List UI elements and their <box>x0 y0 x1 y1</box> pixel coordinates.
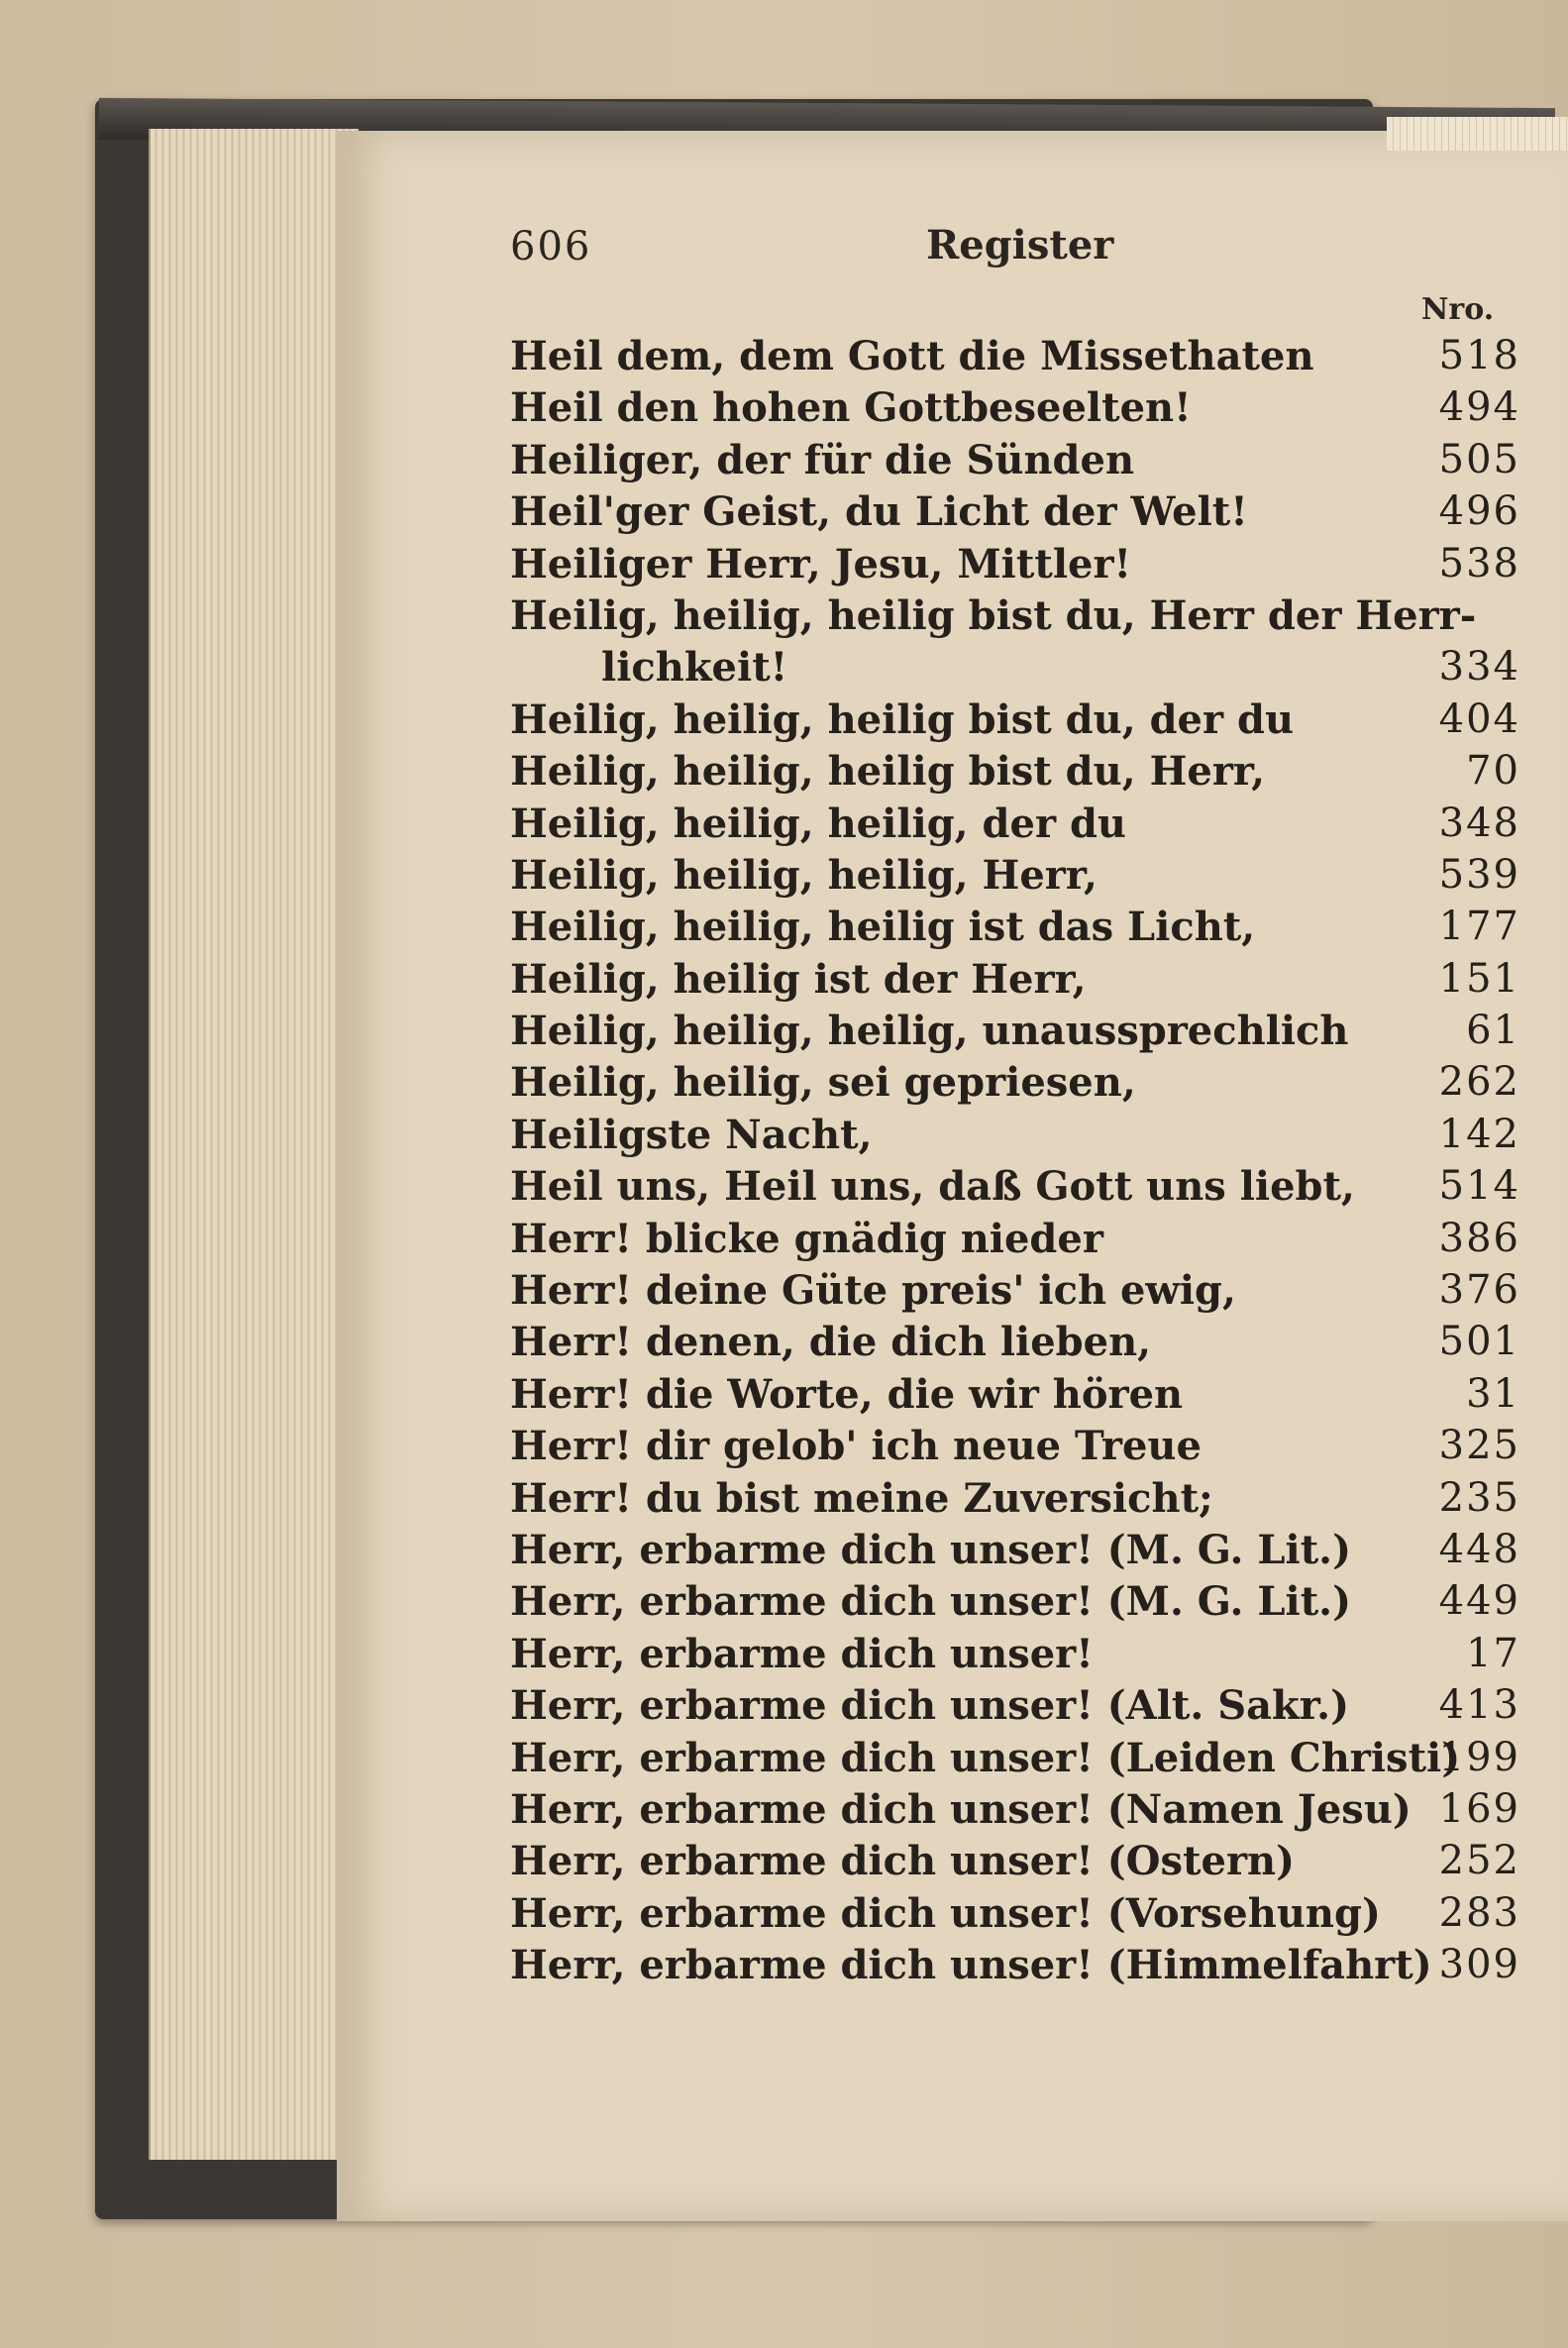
entry-number: 376 <box>1438 1267 1520 1314</box>
entry-title: Heiliger, der für die Sünden <box>510 436 1135 483</box>
register-entry <box>510 1678 1520 1730</box>
entry-title: Herr! du bist meine Zuversicht; <box>510 1474 1213 1522</box>
entry-title: Herr! dir gelob' ich neue Treue <box>510 1423 1202 1470</box>
entry-title: Heilig, heilig, heilig, Herr, <box>510 851 1098 899</box>
entry-title: Herr, erbarme dich unser! (Namen Jesu) <box>510 1785 1411 1833</box>
entry-title: Heiligste Nacht, <box>510 1111 873 1158</box>
entry-number: 61 <box>1466 1008 1520 1054</box>
register-entry <box>510 744 1520 796</box>
entry-title: Heilig, heilig ist der Herr, <box>510 955 1087 1003</box>
entry-number: 538 <box>1438 540 1520 587</box>
entry-title: Heiliger Herr, Jesu, Mittler! <box>510 540 1132 587</box>
entry-number: 449 <box>1438 1578 1520 1625</box>
entry-number: 309 <box>1438 1942 1520 1988</box>
register-entry <box>510 433 1520 484</box>
entry-number: 518 <box>1438 333 1520 378</box>
entry-number: 252 <box>1438 1838 1520 1884</box>
register-entry <box>510 329 1520 380</box>
entry-number: 283 <box>1438 1889 1520 1936</box>
register-entry <box>510 1471 1520 1523</box>
entry-number: 448 <box>1438 1526 1520 1572</box>
entry-title: Heilig, heilig, heilig bist du, Herr der Herr- <box>510 591 1477 639</box>
entry-title: Heilig, heilig, sei gepriesen, <box>510 1059 1136 1107</box>
entry-number: 17 <box>1466 1630 1520 1676</box>
entry-number: 404 <box>1438 695 1520 742</box>
register-entry <box>510 900 1520 951</box>
register-entry <box>510 952 1520 1004</box>
register-entries <box>510 329 1520 1990</box>
register-entry <box>510 1055 1520 1107</box>
entry-number: 31 <box>1466 1370 1520 1417</box>
register-entry <box>510 640 1520 692</box>
entry-title: Herr, erbarme dich unser! (Vorsehung) <box>510 1889 1381 1937</box>
register-entry <box>510 848 1520 900</box>
register-entry <box>510 1782 1520 1834</box>
register-entry <box>510 537 1520 588</box>
entry-title: Herr, erbarme dich unser! <box>510 1630 1094 1677</box>
entry-title: lichkeit! <box>601 644 788 692</box>
register-entry <box>510 1108 1520 1159</box>
register-entry <box>510 1627 1520 1678</box>
register-entry <box>510 1263 1520 1315</box>
register-entry <box>510 1523 1520 1574</box>
entry-title: Heilig, heilig, heilig, unaussprechlich <box>510 1008 1349 1055</box>
register-entry <box>510 1731 1520 1782</box>
column-heading-nro: Nro. <box>1421 292 1495 327</box>
entry-number: 539 <box>1438 851 1520 898</box>
entry-title: Herr! deine Güte preis' ich ewig, <box>510 1267 1236 1315</box>
register-entry <box>510 1834 1520 1885</box>
entry-number: 386 <box>1438 1215 1520 1261</box>
entry-number: 235 <box>1438 1474 1520 1521</box>
entry-number: 496 <box>1438 488 1520 535</box>
entry-number: 151 <box>1438 955 1520 1002</box>
entry-number: 413 <box>1438 1682 1520 1729</box>
entry-number: 514 <box>1438 1163 1520 1210</box>
register-entry <box>510 1367 1520 1419</box>
entry-number: 325 <box>1438 1423 1520 1469</box>
entry-number: 501 <box>1438 1319 1520 1365</box>
entry-number: 262 <box>1438 1059 1520 1106</box>
entry-number: 169 <box>1438 1785 1520 1832</box>
entry-number: 199 <box>1438 1734 1520 1780</box>
register-entry <box>510 1938 1520 1989</box>
register-entry <box>510 1159 1520 1211</box>
register-entry <box>510 797 1520 848</box>
entry-title: Herr, erbarme dich unser! (Ostern) <box>510 1838 1296 1885</box>
page-number: 606 <box>510 224 592 269</box>
entry-title: Heil'ger Geist, du Licht der Welt! <box>510 488 1248 536</box>
entry-title: Herr! blicke gnädig nieder <box>510 1215 1103 1262</box>
entry-title: Herr, erbarme dich unser! (Alt. Sakr.) <box>510 1682 1349 1730</box>
register-entry <box>510 1419 1520 1470</box>
entry-title: Herr, erbarme dich unser! (M. G. Lit.) <box>510 1526 1352 1573</box>
entry-title: Heilig, heilig, heilig bist du, der du <box>510 695 1295 743</box>
entry-number: 334 <box>1438 644 1520 691</box>
page-header <box>510 218 1520 277</box>
entry-number: 177 <box>1438 904 1520 950</box>
entry-title: Heilig, heilig, heilig ist das Licht, <box>510 904 1256 951</box>
entry-number: 348 <box>1438 800 1520 846</box>
register-entry <box>510 1315 1520 1366</box>
running-title: Register <box>926 222 1114 268</box>
register-entry <box>510 1886 1520 1938</box>
entry-title: Herr! denen, die dich lieben, <box>510 1319 1152 1366</box>
register-entry <box>510 484 1520 536</box>
entry-title: Heil den hohen Gottbeseelten! <box>510 384 1192 432</box>
page-top-edges <box>1387 117 1568 151</box>
entry-number: 70 <box>1466 748 1520 795</box>
page-edges <box>149 129 359 2160</box>
entry-title: Herr, erbarme dich unser! (Himmelfahrt) <box>510 1942 1432 1989</box>
register-entry <box>510 1574 1520 1626</box>
entry-title: Heil uns, Heil uns, daß Gott uns liebt, <box>510 1163 1355 1211</box>
entry-title: Heilig, heilig, heilig, der du <box>510 800 1126 847</box>
entry-number: 494 <box>1438 384 1520 431</box>
entry-title: Herr, erbarme dich unser! (M. G. Lit.) <box>510 1578 1352 1626</box>
register-entry <box>510 1004 1520 1055</box>
entry-number: 505 <box>1438 436 1520 482</box>
entry-title: Heil dem, dem Gott die Missethaten <box>510 333 1314 379</box>
register-entry <box>510 693 1520 744</box>
register-entry <box>510 380 1520 432</box>
register-entry <box>510 588 1520 640</box>
entry-title: Herr, erbarme dich unser! (Leiden Christi) <box>510 1734 1461 1781</box>
entry-number: 142 <box>1438 1111 1520 1157</box>
register-entry <box>510 1212 1520 1263</box>
entry-title: Herr! die Worte, die wir hören <box>510 1370 1184 1418</box>
entry-title: Heilig, heilig, heilig bist du, Herr, <box>510 748 1265 796</box>
